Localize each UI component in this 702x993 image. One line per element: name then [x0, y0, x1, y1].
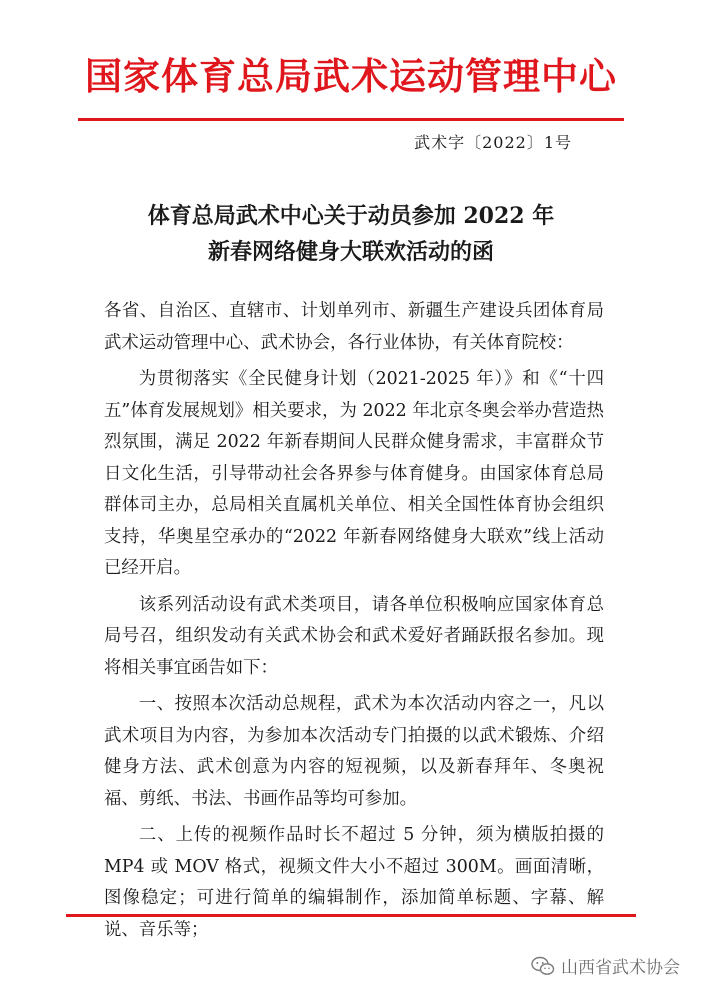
paragraph-4: 二、上传的视频作品时长不超过 5 分钟，须为横版拍摄的 MP4 或 MOV 格式，视频文件大小不超过 300M。画面清晰，图像稳定；可进行简单的编辑制作，添加简单标题、字幕、解说、音乐等；	[104, 825, 604, 940]
paragraph-1: 为贯彻落实《全民健身计划（2021-2025 年）》和《“十四五”体育发展规划》相关要求，为 2022 年北京冬奥会举办营造热烈氛围，满足 2022 年新春期间人民群众健身需求，丰富群众节日文化生活，引导带动社会各界参与体育健身。由国家体育总局群体司主办，总局相关直属机关单位、相关全国性体育协会组织支持，华奥星空承办的“2022 年新春网络健身大联欢”线上活动已经开启。	[104, 369, 604, 578]
watermark	[527, 951, 684, 980]
paragraph-2: 该系列活动设有武术类项目，请各单位积极响应国家体育总局号召，组织发动有关武术协会和武术爱好者踊跃报名参加。现将相关事宜函告如下：	[104, 594, 604, 678]
title-line-1: 体育总局武术中心关于动员参加 2022 年	[147, 203, 555, 229]
watermark-label: 山西省武术协会	[561, 958, 680, 978]
document-title	[0, 198, 702, 270]
footer-divider	[66, 914, 636, 917]
title-line-2: 新春网络健身大联欢活动的函	[207, 239, 494, 265]
document-number: 武术字〔2022〕1号	[414, 133, 572, 152]
header-divider	[78, 118, 624, 121]
addressee: 各省、自治区、直辖市、计划单列市、新疆生产建设兵团体育局武术运动管理中心、武术协会，各行业体协，有关体育院校：	[104, 301, 604, 353]
org-title: 国家体育总局武术运动管理中心	[85, 54, 617, 98]
wechat-icon	[531, 956, 555, 976]
document-body	[104, 296, 604, 951]
paragraph-3: 一、按照本次活动总规程，武术为本次活动内容之一，凡以武术项目为内容，为参加本次活动专门拍摄的以武术锻炼、介绍健身方法、武术创意为内容的短视频，以及新春拜年、冬奥祝福、剪纸、书法、书画作品等均可参加。	[104, 694, 604, 809]
